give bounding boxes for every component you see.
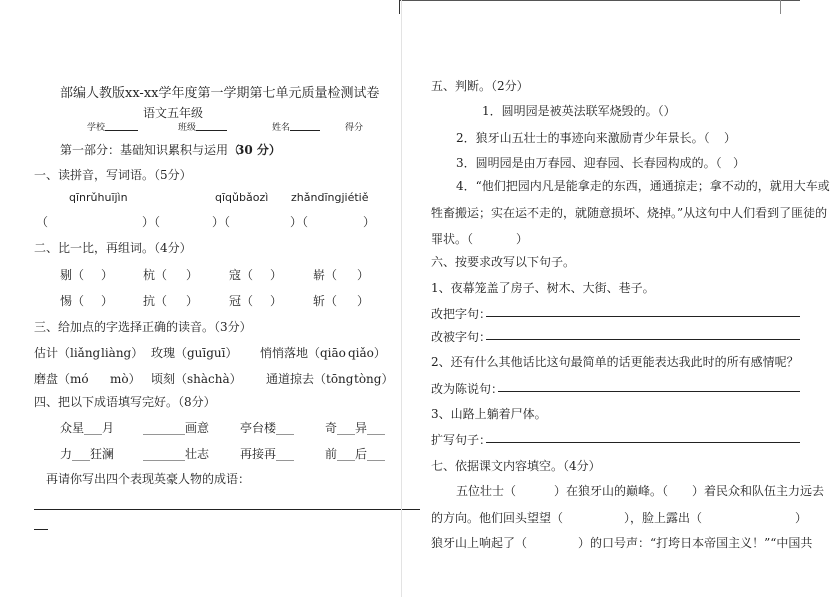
q2-char-4: 崭（ <box>313 268 338 282</box>
pinyin-2: qīqǔbǎozì <box>215 191 269 204</box>
q2-title: 二、比一比，再组词。（4分） <box>34 241 192 255</box>
q7-l3-b: ）的口号声：“打垮日本帝国主义！”“中国共 <box>578 536 813 550</box>
q2-char-6: 抗（ <box>143 294 168 308</box>
q4-extra-prompt: 再请你写出四个表现英豪人物的成语： <box>46 472 251 486</box>
part1-score: 30 分） <box>236 143 281 157</box>
name-field[interactable] <box>290 130 320 131</box>
q7-l1-b: ）在狼牙山的巅峰。（ <box>554 484 669 498</box>
q6-ba-answer[interactable] <box>486 316 800 317</box>
pinyin-3: zhǎndīngjiétiě <box>291 191 369 204</box>
q5-title: 五、判断。（2分） <box>431 79 529 93</box>
q1-blank-3[interactable]: ）（ <box>212 215 231 229</box>
idiom-5[interactable]: 力___狂澜 <box>60 447 115 461</box>
q2-close-6[interactable]: ） <box>186 294 199 308</box>
q1-title: 一、读拼音，写词语。（5分） <box>34 168 192 182</box>
q5-item-4-line2: 牲畜搬运；实在运不走的，就随意损坏、烧掉。”从这句中人们看到了匪徒的 <box>431 206 828 220</box>
q7-l1-a: 五位壮士（ <box>456 484 517 498</box>
q3-item-2[interactable]: 玫瑰（guīguī） <box>151 346 238 360</box>
idiom-3[interactable]: 亭台楼___ <box>240 421 295 435</box>
pinyin-1: qīnrǔhuījìn <box>69 191 128 204</box>
q6-statement-label: 改为陈说句： <box>431 382 504 396</box>
idiom-7[interactable]: 再接再___ <box>240 447 295 461</box>
q2-char-1: 剔（ <box>60 268 85 282</box>
school-label: 学校 <box>87 123 106 133</box>
q1-blank-4[interactable]: ）（ <box>290 215 309 229</box>
part1-heading: 第一部分：基础知识累积与运用（ <box>60 143 241 157</box>
q5-item-3: 3．圆明园是由万春园、迎春园、长春园构成的。（ <box>456 156 722 170</box>
idiom-6[interactable]: _______壮志 <box>143 447 210 461</box>
q2-close-5[interactable]: ） <box>101 294 114 308</box>
q6-title: 六、按要求改写以下句子。 <box>431 255 576 269</box>
q3-item-5[interactable]: 顷刻（shàchà） <box>151 372 242 386</box>
score-label: 得分 <box>345 123 364 133</box>
q7-l2-c: ） <box>795 511 808 525</box>
q6-bei-label: 改被字句： <box>431 330 492 344</box>
q6-expand-answer[interactable] <box>486 442 800 443</box>
q1-blank-1[interactable]: （ <box>36 215 49 229</box>
q2-close-3[interactable]: ） <box>270 268 283 282</box>
page-edge-tick <box>780 0 781 14</box>
q6-expand-label: 扩写句子： <box>431 433 492 447</box>
q2-close-1[interactable]: ） <box>101 268 114 282</box>
q5-item-2: 2．狼牙山五壮士的事迹向来激励青少年景长。（ <box>456 131 710 145</box>
q2-char-8: 斩（ <box>313 294 338 308</box>
q5-close-3[interactable]: ） <box>733 156 746 170</box>
idiom-4[interactable]: 奇___异___ <box>325 421 386 435</box>
q2-char-3: 寇（ <box>229 268 254 282</box>
class-field[interactable] <box>196 130 227 131</box>
q5-item-4-line1: 4．“他们把园内凡是能拿走的东西，通通掠走；拿不动的，就用大车或 <box>456 179 830 193</box>
exam-title: 部编人教版xx-xx学年度第一学期第七单元质量检测试卷 <box>60 86 380 101</box>
q6-sentence-1: 1、夜幕笼盖了房子、树木、大街、巷子。 <box>431 281 655 295</box>
q5-close-2[interactable]: ） <box>724 131 737 145</box>
idiom-2[interactable]: _______画意 <box>143 421 210 435</box>
name-label: 姓名 <box>272 123 291 133</box>
q4-title: 四、把以下成语填写完好。（8分） <box>34 395 216 409</box>
q3-item-1a[interactable]: 估计（liǎng <box>34 346 101 360</box>
q6-ba-label: 改把字句： <box>431 307 492 321</box>
q6-statement-answer[interactable] <box>498 391 800 392</box>
school-field[interactable] <box>105 130 138 131</box>
q1-blank-5[interactable]: ） <box>363 215 376 229</box>
q7-title: 七、依据课文内容填空。（4分） <box>431 459 601 473</box>
q1-blank-2[interactable]: ）（ <box>142 215 161 229</box>
q2-close-2[interactable]: ） <box>186 268 199 282</box>
q2-char-2: 杭（ <box>143 268 168 282</box>
q7-l2-a: 的方向。他们回头望望（ <box>431 511 564 525</box>
q3-item-6a[interactable]: 通道掠去（tōng <box>266 372 354 386</box>
idiom-1[interactable]: 众星___月 <box>60 421 115 435</box>
q6-sentence-2: 2、还有什么其他话比这句最简单的话更能表达我此时的所有感情呢？ <box>431 355 799 369</box>
q3-item-4b[interactable]: mò） <box>110 372 141 386</box>
q3-title: 三、给加点的字选择正确的读音。（3分） <box>34 320 252 334</box>
page-divider-tick <box>399 0 400 14</box>
grade-subtitle: 语文五年级 <box>143 106 204 120</box>
class-label: 班级 <box>178 123 197 133</box>
q2-close-4[interactable]: ） <box>357 268 370 282</box>
q2-close-8[interactable]: ） <box>357 294 370 308</box>
q5-item-4-line3: 罪状。（ <box>431 232 474 246</box>
q5-close-4[interactable]: ） <box>516 232 529 246</box>
q6-sentence-3: 3、山路上躺着尸体。 <box>431 407 547 421</box>
q4-answer-line[interactable] <box>34 509 420 510</box>
q7-l1-c: ）着民众和队伍主力远去 <box>692 484 825 498</box>
q7-l2-b: ），脸上露出（ <box>624 511 703 525</box>
top-border-line <box>400 0 800 1</box>
page-divider <box>401 0 402 597</box>
q2-char-7: 冠（ <box>229 294 254 308</box>
idiom-8[interactable]: 前___后___ <box>325 447 386 461</box>
q2-close-7[interactable]: ） <box>270 294 283 308</box>
q3-item-1b[interactable]: liàng） <box>101 346 144 360</box>
q7-l3-a: 狼牙山上响起了（ <box>431 536 528 550</box>
q3-item-6b[interactable]: tòng） <box>354 372 394 386</box>
q3-item-3a[interactable]: 悄悄落地（qiāo <box>260 346 346 360</box>
q2-char-5: 惕（ <box>60 294 85 308</box>
q6-bei-answer[interactable] <box>486 339 800 340</box>
q3-item-4a[interactable]: 磨盘（mó <box>34 372 89 386</box>
q5-item-1: 1．圆明园是被英法联军烧毁的。（） <box>482 104 676 118</box>
q3-item-3b[interactable]: qiǎo） <box>348 346 386 360</box>
q4-answer-line-2[interactable] <box>34 529 48 530</box>
